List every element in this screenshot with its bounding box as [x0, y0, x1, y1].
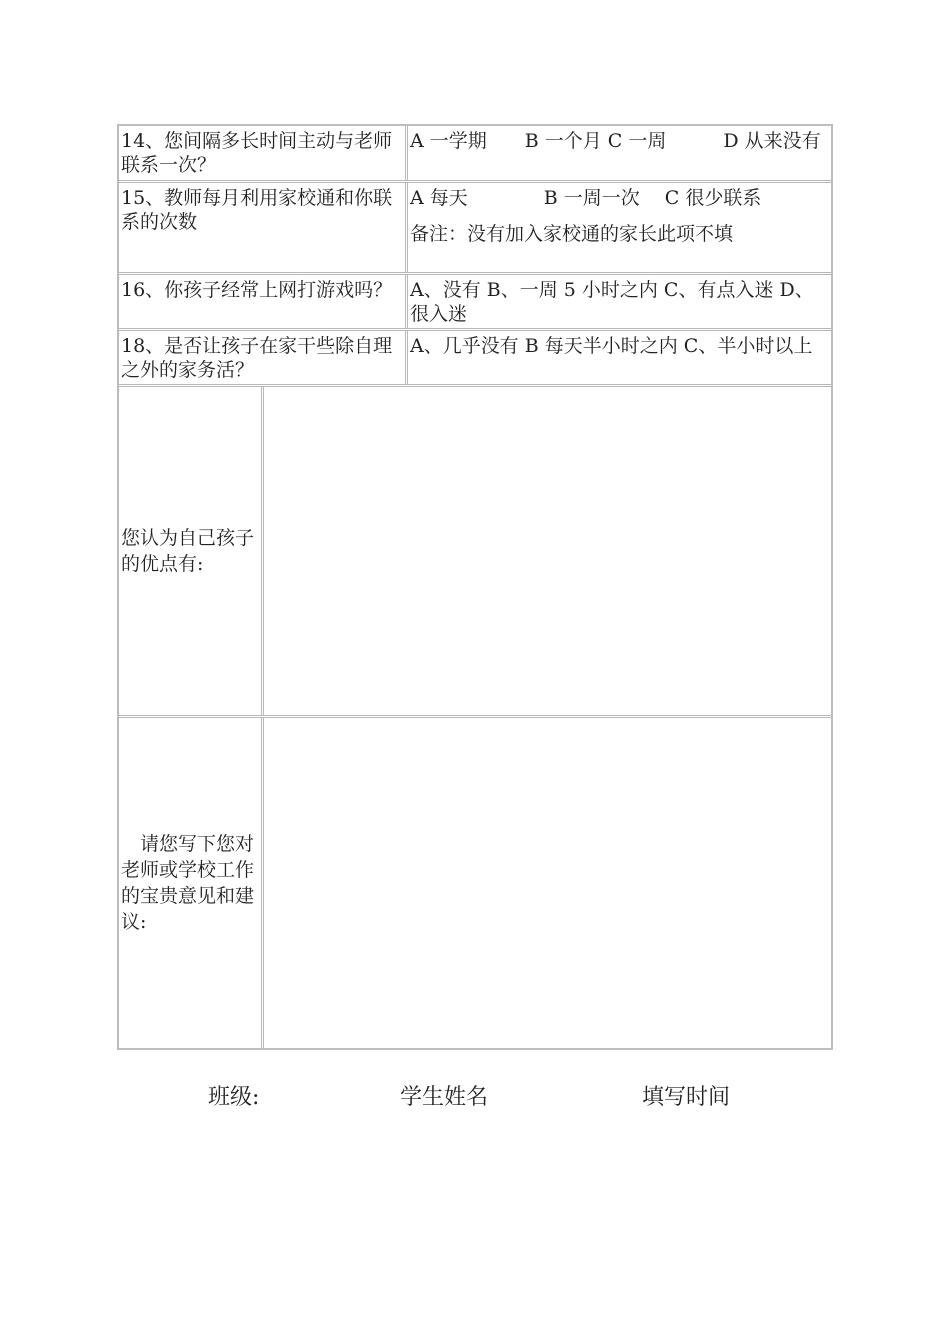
- form-footer: [0, 1080, 950, 1116]
- answer-note: 备注：没有加入家校通的家长此项不填: [410, 223, 734, 245]
- fill-time-label: 填写时间: [642, 1085, 731, 1110]
- survey-table: [117, 124, 833, 1050]
- answer-cell: [408, 183, 831, 272]
- question-text: 15、教师每月利用家校通和你联系的次数: [119, 183, 408, 272]
- strengths-label-cell: [119, 387, 264, 715]
- question-text: 14、您间隔多长时间主动与老师联系一次？: [119, 126, 408, 180]
- answer-options: A、几乎没有 B 每天半小时之内 C、半小时以上: [410, 335, 813, 357]
- question-row-15: [119, 183, 831, 275]
- strengths-answer-area[interactable]: [264, 387, 831, 715]
- class-label: 班级:: [208, 1085, 260, 1110]
- student-name-label: 学生姓名: [400, 1085, 489, 1110]
- question-text: 16、你孩子经常上网打游戏吗？: [119, 275, 408, 328]
- strengths-label: 您认为自己孩子的优点有:: [121, 527, 255, 575]
- suggestions-row: [119, 718, 831, 1048]
- suggestions-label: 请您写下您对老师或学校工作的宝贵意见和建议:: [121, 833, 255, 933]
- question-text: 18、是否让孩子在家干些除自理之外的家务活？: [119, 331, 408, 384]
- answer-options: A 每天 B 一周一次 C 很少联系: [410, 187, 762, 209]
- question-row-14: [119, 126, 831, 183]
- suggestions-label-cell: [119, 718, 264, 1048]
- answer-options: A 一学期 B 一个月 C 一周 D 从来没有: [410, 130, 821, 152]
- question-row-18: [119, 331, 831, 387]
- suggestions-answer-area[interactable]: [264, 718, 831, 1048]
- strengths-row: [119, 387, 831, 718]
- answer-options: A、没有 B、一周 5 小时之内 C、有点入迷 D、很入迷: [410, 279, 814, 325]
- question-row-16: [119, 275, 831, 331]
